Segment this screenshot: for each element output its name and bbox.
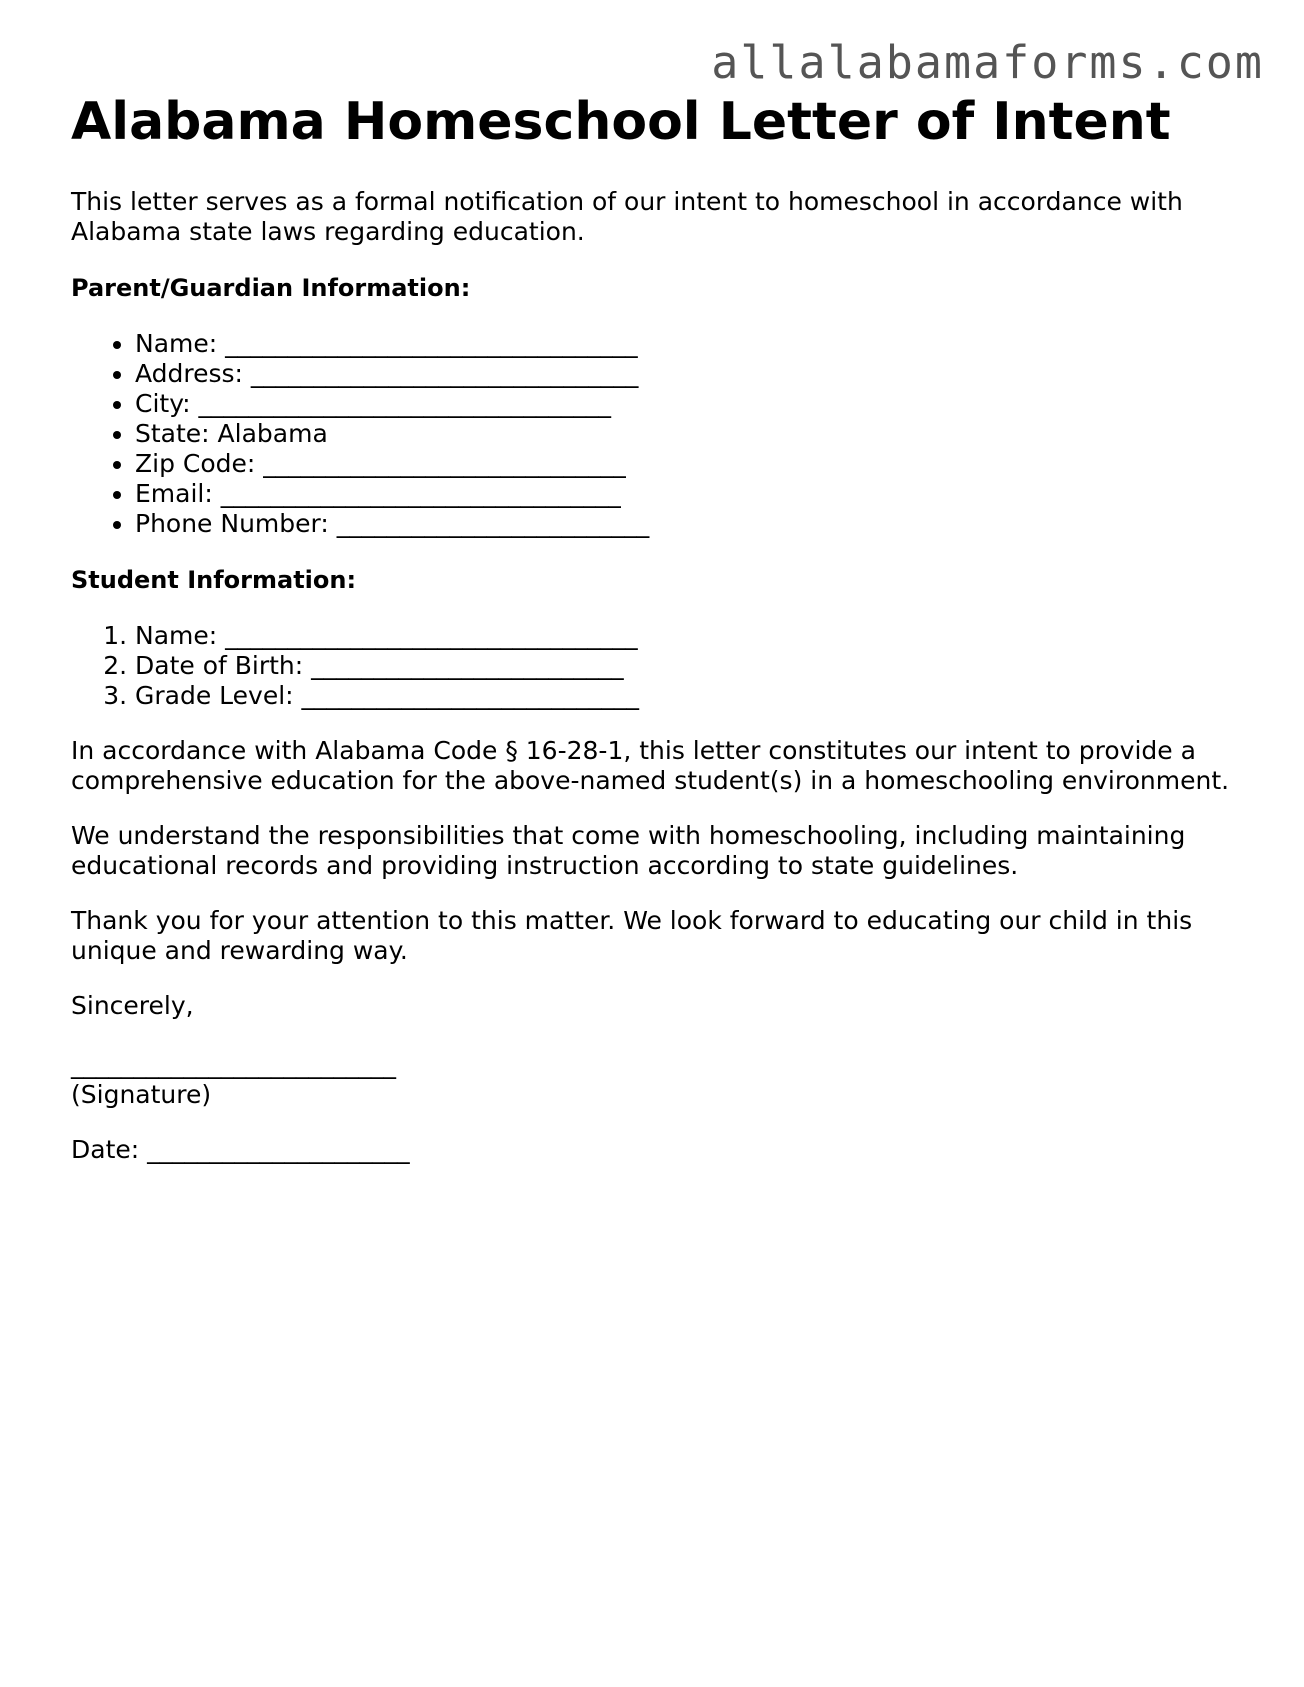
student-name-field[interactable]: 1. Name: _________________________________ [135, 621, 1231, 651]
letter-document [71, 92, 1231, 1165]
intro-paragraph: This letter serves as a formal notification of our intent to homeschool in accordance with Alabama state laws regarding education. [71, 187, 1183, 246]
signature-line[interactable]: __________________________ [71, 1050, 396, 1079]
parent-section-heading: Parent/Guardian Information: [71, 274, 471, 302]
parent-city-field[interactable]: • City: _________________________________ [135, 389, 1231, 419]
parent-email-field[interactable]: • Email: ________________________________ [135, 479, 1231, 509]
student-info-list [71, 621, 1231, 711]
date-field[interactable]: Date: _____________________ [71, 1135, 410, 1164]
responsibility-paragraph: We understand the responsibilities that come with homeschooling, including maintaining educational records and providing instruction according to state guidelines. [71, 821, 1186, 880]
closing: Sincerely, [71, 991, 194, 1020]
parent-name-field[interactable]: • Name: _________________________________ [135, 329, 1231, 359]
student-grade-field[interactable]: 3. Grade Level: ___________________________ [135, 681, 1231, 711]
parent-phone-field[interactable]: • Phone Number: _________________________ [135, 509, 1231, 539]
parent-state-field: • State: Alabama [135, 419, 1231, 449]
page-title: Alabama Homeschool Letter of Intent [71, 92, 1171, 152]
parent-zip-field[interactable]: • Zip Code: _____________________________ [135, 449, 1231, 479]
parent-info-list [71, 329, 1231, 539]
student-dob-field[interactable]: 2. Date of Birth: _________________________ [135, 651, 1231, 681]
student-section-heading: Student Information: [71, 566, 357, 594]
signature-label: (Signature) [71, 1080, 212, 1109]
legal-paragraph: In accordance with Alabama Code § 16-28-1, this letter constitutes our intent to provide a comprehensive education for the above-named student(s) in a homeschooling environment. [71, 736, 1230, 795]
watermark: allalabamaforms.com [711, 36, 1264, 89]
thanks-paragraph: Thank you for your attention to this matter. We look forward to educating our child in this unique and rewarding way. [71, 906, 1193, 965]
parent-address-field[interactable]: • Address: _______________________________ [135, 359, 1231, 389]
